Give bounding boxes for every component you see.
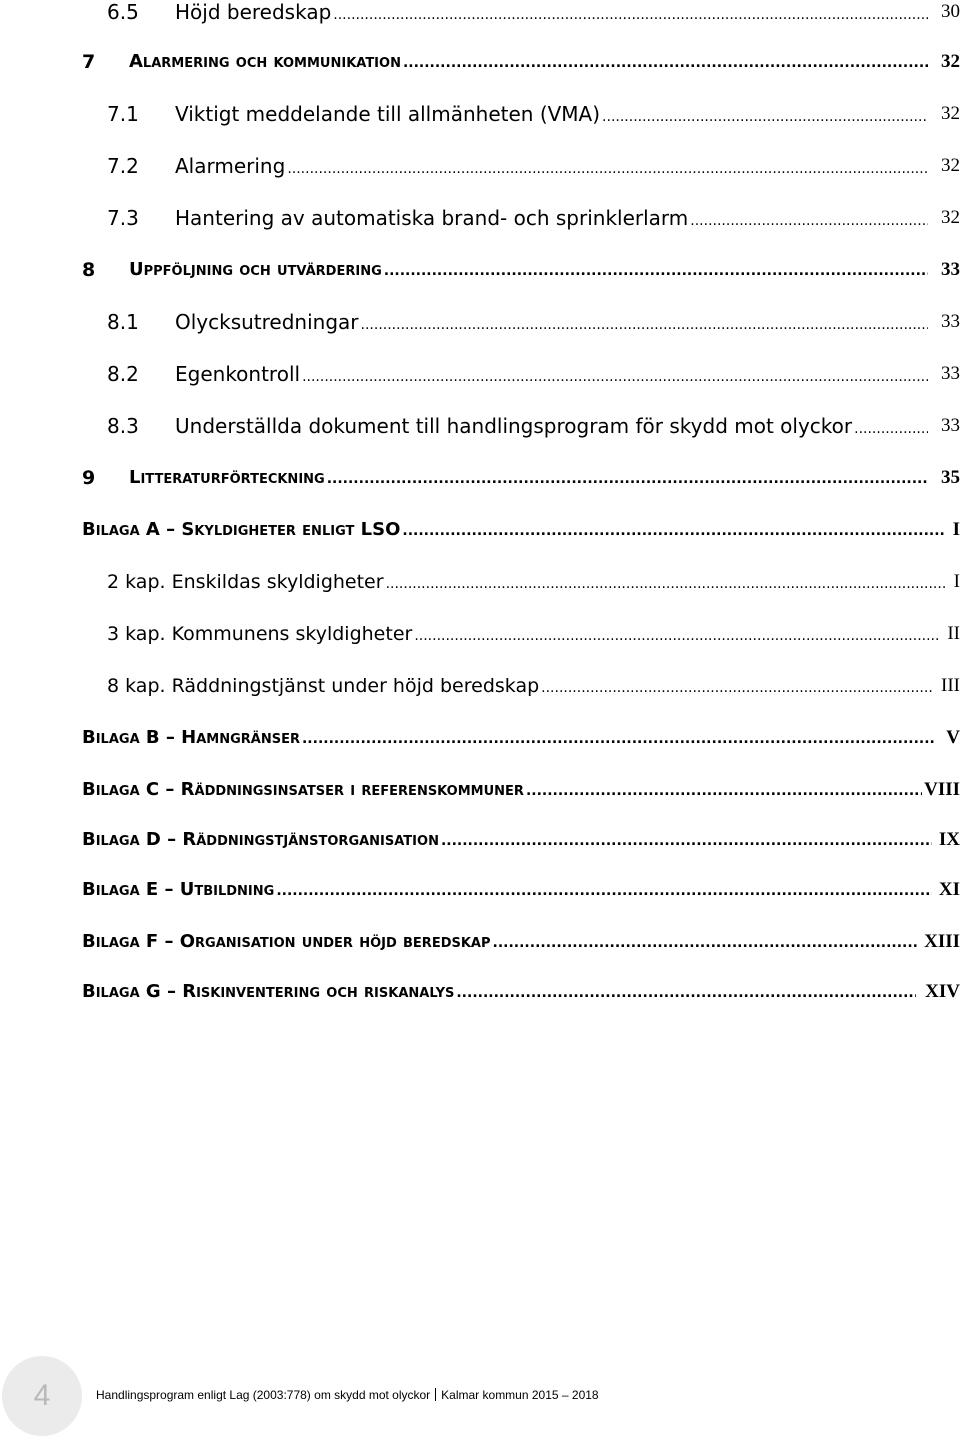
toc-entry[interactable] xyxy=(0,925,960,959)
toc-entry-title-wrap xyxy=(82,513,946,548)
dot-leader xyxy=(333,0,928,32)
dot-leader xyxy=(276,874,932,908)
toc-entry-title-wrap xyxy=(82,975,916,1010)
toc-entry[interactable] xyxy=(0,305,960,339)
page-number-badge: 4 xyxy=(2,1356,82,1436)
toc-entry-number: 8.1 xyxy=(107,310,139,334)
toc-entry[interactable] xyxy=(0,773,960,807)
toc-entry-title-wrap xyxy=(107,669,932,705)
toc-entry-number: 8.2 xyxy=(107,362,139,386)
toc-entry-title: Litteraturförteckning xyxy=(129,467,325,488)
toc-entry-title: Bilaga G – Riskinventering och riskanalys xyxy=(82,981,455,1002)
dot-leader xyxy=(384,254,928,288)
toc-entry-title-wrap xyxy=(82,925,918,960)
toc-entry-title: Bilaga E – Utbildning xyxy=(82,879,275,900)
dot-leader xyxy=(526,774,922,808)
toc-entry-title-wrap xyxy=(175,357,928,394)
toc-entry-title-wrap xyxy=(107,617,940,653)
dot-leader xyxy=(403,46,928,80)
dot-leader xyxy=(361,308,928,342)
toc-entry[interactable] xyxy=(0,461,960,495)
toc-entry-page: 35 xyxy=(941,467,960,488)
toc-entry-title-wrap xyxy=(129,461,928,496)
dot-leader xyxy=(854,412,928,446)
toc-entry-title: 8 kap. Räddningstjänst under höjd beredskap xyxy=(107,675,540,697)
toc-entry-page: 32 xyxy=(941,207,960,228)
toc-entry-title: Underställda dokument till handlingsprogram för skydd mot olyckor xyxy=(175,414,853,438)
toc-entry-page: XIII xyxy=(924,931,960,952)
footer-document-title: Handlingsprogram enligt Lag (2003:778) om skydd mot olyckor xyxy=(96,1388,431,1402)
toc-entry-page: IX xyxy=(938,829,960,850)
toc-entry[interactable] xyxy=(0,975,960,1009)
toc-entry-title: Egenkontroll xyxy=(175,362,301,386)
toc-entry[interactable] xyxy=(0,669,960,703)
dot-leader xyxy=(456,976,916,1010)
toc-entry-title-wrap xyxy=(129,253,928,288)
dot-leader xyxy=(690,204,928,238)
toc-entry-page: XIV xyxy=(925,981,960,1002)
toc-entry-title-wrap xyxy=(82,873,932,908)
toc-entry-number: 7.1 xyxy=(107,102,139,126)
toc-entry-title-wrap xyxy=(82,773,922,808)
toc-entry-title: Bilaga B – Hamngränser xyxy=(82,727,300,748)
toc-entry-title-wrap xyxy=(82,823,932,858)
toc-entry[interactable] xyxy=(0,565,960,599)
toc-entry-page: I xyxy=(953,571,960,592)
toc-entry-number: 8.3 xyxy=(107,414,139,438)
toc-entry-title: Bilaga C – Räddningsinsatser i referenskommuner xyxy=(82,779,524,800)
dot-leader xyxy=(302,722,936,756)
toc-entry-title-wrap xyxy=(175,0,928,32)
toc-entry[interactable] xyxy=(0,357,960,391)
dot-leader xyxy=(493,926,918,960)
toc-entry-page: 33 xyxy=(941,311,960,332)
toc-entry-page: 32 xyxy=(941,103,960,124)
toc-entry-title: Viktigt meddelande till allmänheten (VMA) xyxy=(175,102,601,126)
toc-entry-title: Bilaga A – Skyldigheter enligt LSO xyxy=(82,519,401,540)
toc-entry-title: 3 kap. Kommunens skyldigheter xyxy=(107,623,413,645)
toc-entry-title-wrap xyxy=(175,149,928,186)
toc-entry-title-wrap xyxy=(175,201,928,238)
toc-entry-page: I xyxy=(952,519,960,540)
footer-organisation: Kalmar kommun 2015 – 2018 xyxy=(441,1388,599,1402)
toc-entry-page: III xyxy=(941,675,960,696)
toc-entry[interactable] xyxy=(0,721,960,755)
toc-entry[interactable] xyxy=(0,617,960,651)
toc-entry-page: II xyxy=(947,623,960,644)
dot-leader xyxy=(386,567,946,601)
dot-leader xyxy=(402,514,946,548)
toc-entry[interactable] xyxy=(0,149,960,183)
toc-entry[interactable] xyxy=(0,513,960,547)
toc-entry-title: Alarmering xyxy=(175,154,286,178)
dot-leader xyxy=(287,152,928,186)
dot-leader xyxy=(441,824,932,858)
toc-entry-page: 32 xyxy=(941,51,960,72)
toc-entry-title: Olycksutredningar xyxy=(175,310,359,334)
footer-text xyxy=(96,1388,599,1402)
toc-entry-title-wrap xyxy=(175,409,928,446)
toc-entry-title: 2 kap. Enskildas skyldigheter xyxy=(107,571,384,593)
footer-separator xyxy=(435,1388,436,1401)
dot-leader xyxy=(541,671,932,705)
toc-entry-page: 33 xyxy=(941,363,960,384)
toc-entry-title: Bilaga D – Räddningstjänstorganisation xyxy=(82,829,439,850)
toc-entry[interactable] xyxy=(0,873,960,907)
toc-entry-title-wrap xyxy=(107,565,946,601)
toc-entry[interactable] xyxy=(0,409,960,443)
toc-entry-number: 7 xyxy=(82,51,96,73)
toc-entry-number: 7.2 xyxy=(107,154,139,178)
toc-entry[interactable] xyxy=(0,823,960,857)
toc-entry-number: 9 xyxy=(82,467,96,489)
dot-leader xyxy=(414,619,940,653)
toc-entry-title: Uppföljning och utvärdering xyxy=(129,259,382,280)
toc-entry-title-wrap xyxy=(129,45,928,80)
dot-leader xyxy=(327,462,928,496)
toc-entry-page: XI xyxy=(938,879,960,900)
toc-entry-title: Hantering av automatiska brand- och sprinklerlarm xyxy=(175,206,689,230)
toc-entry-title: Höjd beredskap xyxy=(175,0,332,24)
page-footer xyxy=(0,1356,960,1436)
toc-entry[interactable] xyxy=(0,253,960,287)
dot-leader xyxy=(302,360,928,394)
toc-entry-page: 33 xyxy=(941,259,960,280)
toc-entry[interactable] xyxy=(0,45,960,79)
toc-entry-title-wrap xyxy=(175,305,928,342)
toc-entry-title-wrap xyxy=(82,721,936,756)
toc-entry-page: 30 xyxy=(941,1,960,22)
toc-entry-number: 8 xyxy=(82,259,96,281)
toc-entry-page: 32 xyxy=(941,155,960,176)
toc-entry-page: VIII xyxy=(924,779,960,800)
toc-entry-page: V xyxy=(946,727,960,748)
toc-entry-number: 7.3 xyxy=(107,206,139,230)
toc-entry-title-wrap xyxy=(175,97,928,134)
toc-entry[interactable] xyxy=(0,201,960,235)
toc-entry-page: 33 xyxy=(941,415,960,436)
toc-entry-title: Bilaga F – Organisation under höjd beredskap xyxy=(82,931,491,952)
toc-entry-title: Alarmering och kommunikation xyxy=(129,51,401,72)
toc-entry-number: 6.5 xyxy=(107,0,139,24)
toc-entry[interactable] xyxy=(0,0,960,29)
toc-entry[interactable] xyxy=(0,97,960,131)
dot-leader xyxy=(602,100,928,134)
